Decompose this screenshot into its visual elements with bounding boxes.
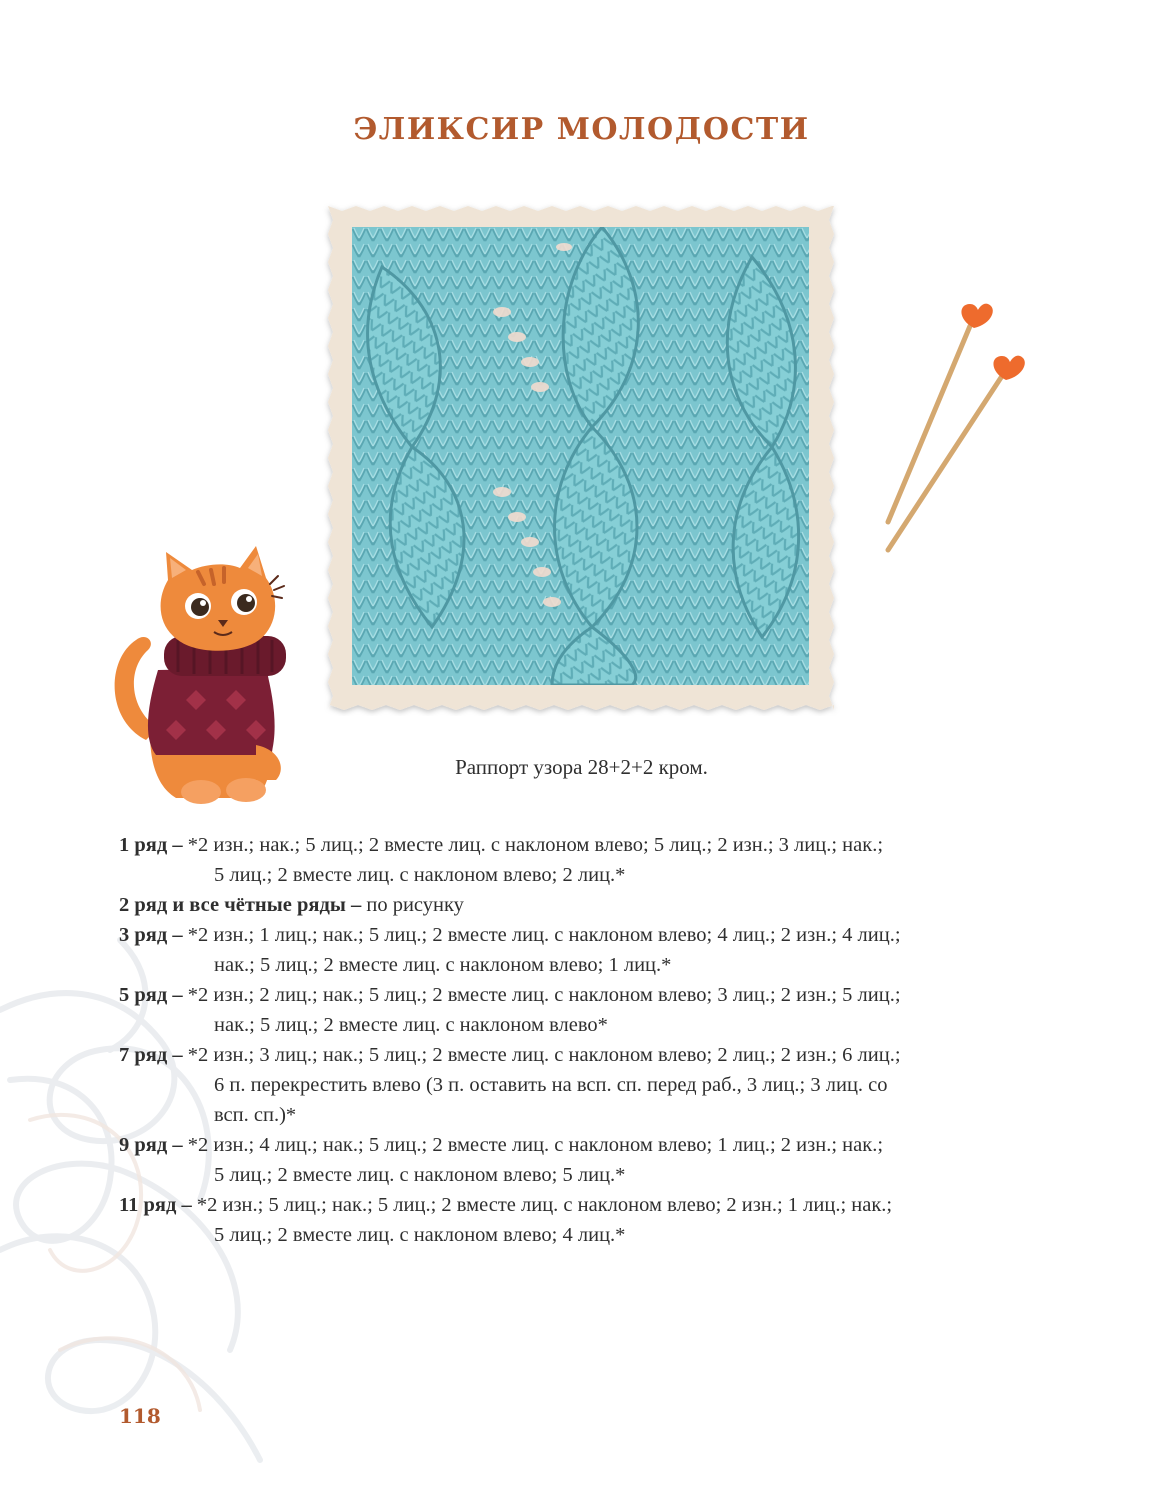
row-text: 5 лиц.; 2 вместе лиц. с наклоном влево; 4 лиц.* — [214, 1224, 626, 1246]
row-label: 5 ряд — [119, 984, 168, 1006]
row-instruction — [119, 1130, 1049, 1160]
knitting-needles-illustration — [878, 296, 1038, 558]
page-number: 118 — [119, 1404, 161, 1428]
row-instruction — [119, 830, 1049, 860]
row-label: 7 ряд — [119, 1044, 168, 1066]
row-instruction-continuation — [119, 1010, 1049, 1040]
row-text: 5 лиц.; 2 вместе лиц. с наклоном влево; 5 лиц.* — [214, 1164, 626, 1186]
row-instruction — [119, 890, 1049, 920]
row-dash: – — [176, 1194, 197, 1216]
row-text: нак.; 5 лиц.; 2 вместе лиц. с наклоном влево* — [214, 1014, 608, 1036]
row-instruction-continuation — [119, 1100, 1049, 1130]
row-instruction-continuation — [119, 950, 1049, 980]
row-text: *2 изн.; 2 лиц.; нак.; 5 лиц.; 2 вместе лиц. с наклоном влево; 3 лиц.; 2 изн.; 5 лиц.; — [187, 984, 901, 1006]
row-text: *2 изн.; нак.; 5 лиц.; 2 вместе лиц. с наклоном влево; 5 лиц.; 2 изн.; 3 лиц.; нак.; — [187, 834, 884, 856]
row-instruction-continuation — [119, 1070, 1049, 1100]
row-text: *2 изн.; 3 лиц.; нак.; 5 лиц.; 2 вместе лиц. с наклоном влево; 2 лиц.; 2 изн.; 6 лиц.; — [187, 1044, 901, 1066]
row-text: *2 изн.; 4 лиц.; нак.; 5 лиц.; 2 вместе лиц. с наклоном влево; 1 лиц.; 2 изн.; нак.; — [187, 1134, 884, 1156]
row-instruction-continuation — [119, 1160, 1049, 1190]
row-dash: – — [167, 924, 188, 946]
row-instruction-continuation — [119, 860, 1049, 890]
row-text: *2 изн.; 5 лиц.; нак.; 5 лиц.; 2 вместе лиц. с наклоном влево; 2 изн.; 1 лиц.; нак.; — [196, 1194, 893, 1216]
row-label: 1 ряд — [119, 834, 168, 856]
row-instruction — [119, 1040, 1049, 1070]
row-text: 6 п. перекрестить влево (3 п. оставить на всп. сп. перед раб., 3 лиц.; 3 лиц. со — [214, 1074, 888, 1096]
row-text: всп. сп.)* — [214, 1104, 297, 1126]
row-text: 5 лиц.; 2 вместе лиц. с наклоном влево; 2 лиц.* — [214, 864, 626, 886]
row-label: 3 ряд — [119, 924, 168, 946]
page-title: ЭЛИКСИР МОЛОДОСТИ — [353, 112, 810, 147]
row-dash: – — [167, 1044, 188, 1066]
row-label: 2 ряд и все чётные ряды — [119, 894, 346, 916]
row-dash: – — [345, 894, 367, 916]
row-dash: – — [167, 1134, 188, 1156]
row-instruction-continuation — [119, 1220, 1049, 1250]
row-text: по рисунку — [366, 894, 464, 916]
row-instructions — [119, 830, 1049, 1250]
row-instruction — [119, 920, 1049, 950]
knitted-swatch-photo — [352, 227, 809, 685]
row-label: 11 ряд — [119, 1194, 177, 1216]
row-instruction — [119, 980, 1049, 1010]
row-text: нак.; 5 лиц.; 2 вместе лиц. с наклоном влево; 1 лиц.* — [214, 954, 672, 976]
row-text: *2 изн.; 1 лиц.; нак.; 5 лиц.; 2 вместе лиц. с наклоном влево; 4 лиц.; 2 изн.; 4 лиц.; — [187, 924, 901, 946]
pattern-repeat-caption: Раппорт узора 28+2+2 кром. — [455, 755, 708, 779]
row-instruction — [119, 1190, 1049, 1220]
row-dash: – — [167, 834, 188, 856]
row-label: 9 ряд — [119, 1134, 168, 1156]
row-dash: – — [167, 984, 188, 1006]
